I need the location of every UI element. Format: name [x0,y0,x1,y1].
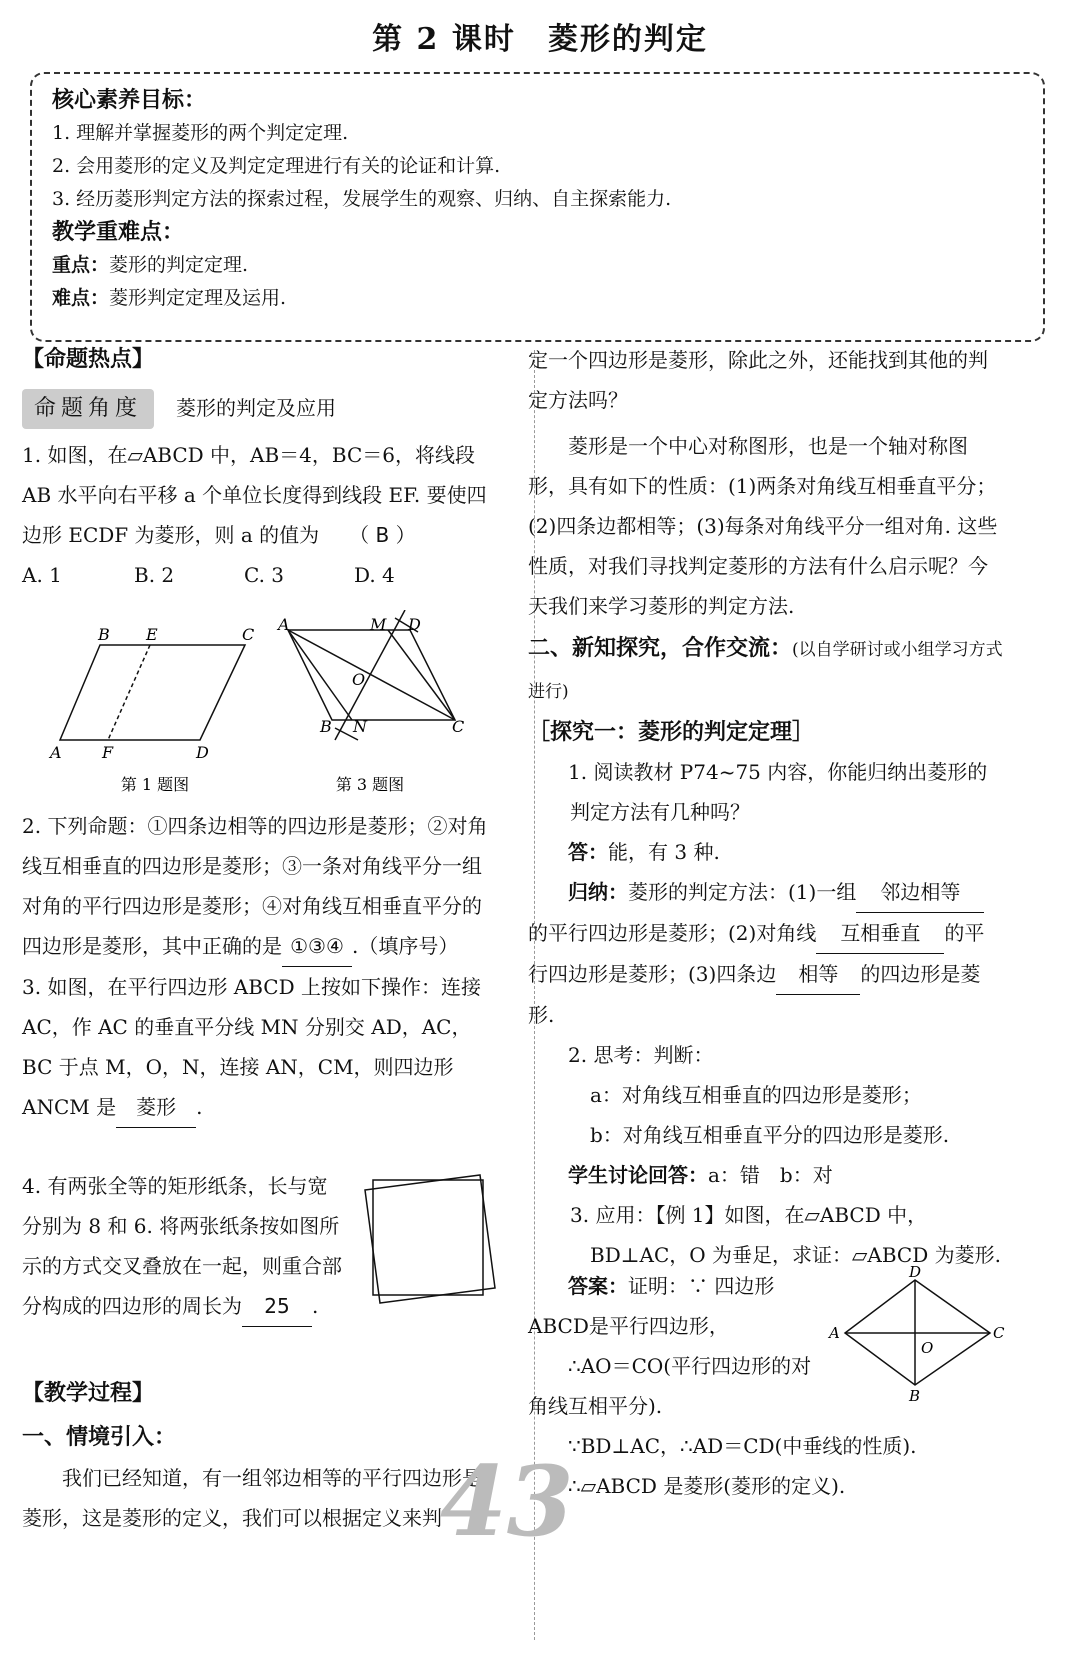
hot-title: 【命题热点】 [22,347,155,372]
proof-line: ∴AO＝CO(平行四边形的对角线互相平分). [528,1354,812,1418]
section-2: 二、新知探究，合作交流：(以自学研讨或小组学习方式进行) [528,636,1003,702]
q3-answer: 菱形 [116,1087,196,1128]
figure-1-parallelogram [60,645,245,740]
process-title: 【教学过程】 [22,1381,155,1406]
angle-text: 菱形的判定及应用 [176,396,337,420]
fig3-label: M [370,615,387,634]
proof-block [528,1266,818,1426]
proof-block-2 [528,1426,1003,1506]
proof-line: 证明：∵ 四边形 ABCD是平行四边形， [528,1274,775,1338]
rhombus-label: B [909,1387,921,1405]
q4-answer: 25 [242,1286,312,1327]
summary: 归纳：菱形的判定方法：(1)一组 邻边相等的平行四边形是菱形；(2)对角线 互相垂直 的平行四边形是菱形；(3)四条边 相等 的四边形是菱形. [528,872,1003,1035]
key-point: 重点：菱形的判定定理. [52,254,249,276]
left-column-2 [22,806,500,1128]
figure-4-rectangles [355,1170,505,1310]
question-4: 4. 有两张全等的矩形纸条，长与宽分别为 8 和 6. 将两张纸条按如图所示的方式交叉叠放在一起，则重合部分构成的四边形的周长为 25 . [22,1166,342,1327]
fig1-label: A [50,743,62,762]
fig1-label: C [242,625,255,644]
fig1-label: E [146,625,158,644]
fig1-caption: 第 1 题图 [120,775,190,794]
figures-q1-q3 [40,610,500,800]
fig3-label: N [353,717,367,736]
left-column [22,340,500,595]
explore-1: ［探究一：菱形的判定定理］ [528,719,815,745]
rhombus-label: A [829,1324,840,1342]
proof-label: 答案： [568,1274,628,1298]
summary-blank: 互相垂直 [816,913,944,954]
goal-item: 1. 理解并掌握菱形的两个判定定理. [52,122,349,144]
think-question: 2. 思考：判断： [568,1043,714,1067]
fig3-label: O [352,670,366,689]
goal-item: 2. 会用菱形的定义及判定定理进行有关的论证和计算. [52,155,501,177]
example-1: 3. 应用：【例 1】如图，在▱ABCD 中，BD⊥AC，O 为垂足，求证：▱ABCD 为菱形. [570,1203,1001,1267]
page-title: 第 2 课时 菱形的判定 [372,22,708,57]
fig3-label: C [452,717,465,736]
rhombus-label: O [921,1339,934,1357]
reading-answer: 答：能，有 3 种. [568,840,720,864]
fig3-label: B [320,717,332,736]
figure-rhombus [825,1265,1010,1405]
think-a: a：对角线互相垂直的四边形是菱形； [590,1083,922,1107]
continued-text: 定一个四边形是菱形，除此之外，还能找到其他的判定方法吗？ [528,348,988,412]
think-b: b：对角线互相垂直平分的四边形是菱形. [590,1123,950,1147]
angle-tag: 命题角度 [22,389,154,429]
intro-text: 我们已经知道，有一组邻边相等的平行四边形是菱形，这是菱形的定义，我们可以根据定义来判 [22,1466,482,1530]
intro-title: 一、情境引入： [22,1425,177,1450]
question-3: 3. 如图，在平行四边形 ABCD 上按如下操作：连接 AC，作 AC 的垂直平分线 MN 分别交 AD，AC，BC 于点 M，O，N，连接 AN，CM，则四边形 ANCM 是 菱形 . [22,967,500,1128]
rhombus-label: D [909,1265,922,1281]
rhombus-label: C [993,1324,1005,1342]
proof-line: ∵BD⊥AC，∴AD＝CD(中垂线的性质). [568,1434,917,1458]
fig1-label: D [196,743,209,762]
q1-options: A. 1 B. 2 C. 3 D. 4 [22,563,395,587]
q1-answer: B [375,523,390,547]
page-number: 43 [440,1445,574,1558]
goals-box [30,72,1045,342]
discussion: 学生讨论回答：a：错 b：对 [568,1163,833,1187]
question-1: 1. 如图，在▱ABCD 中，AB＝4，BC＝6，将线段 AB 水平向右平移 a 个单位长度得到线段 EF. 要使四边形 ECDF 为菱形，则 a 的值为 （ B ） [22,443,487,547]
right-column [528,340,1003,1275]
summary-blank: 相等 [776,954,860,995]
fig1-label: F [102,743,114,762]
fig3-label: A [278,615,290,634]
proof-line: ∴▱ABCD 是菱形(菱形的定义). [568,1474,846,1498]
goals-heading: 核心素养目标： [52,88,207,113]
reading-question: 1. 阅读教材 P74~75 内容，你能归纳出菱形的判定方法有几种吗？ [568,760,988,824]
left-column-3 [22,1374,500,1538]
fig3-label: D [408,615,421,634]
goal-item: 3. 经历菱形判定方法的探索过程，发展学生的观察、归纳、自主探索能力. [52,188,672,210]
question-2: 2. 下列命题：①四条边相等的四边形是菱形；②对角线互相垂直的四边形是菱形；③一条对角线平分一组对角的平行四边形是菱形；④对角线互相垂直平分的四边形是菱形，其中正确的是 ①③④ .（填序号） [22,806,500,967]
summary-blank: 邻边相等 [856,872,984,913]
q2-answer: ①③④ [282,926,352,967]
difficulty-heading: 教学重难点： [52,220,185,245]
fig1-label: B [98,625,110,644]
properties-text: 菱形是一个中心对称图形，也是一个轴对称图形，具有如下的性质：(1)两条对角线互相垂直平分；(2)四条边都相等；(3)每条对角线平分一组对角. 这些性质，对我们寻找判定菱形的方法有什么启示呢？今天我们来学习菱形的判定方法. [528,434,998,618]
difficult-point: 难点：菱形判定定理及运用. [52,287,287,309]
fig3-caption: 第 3 题图 [335,775,405,794]
